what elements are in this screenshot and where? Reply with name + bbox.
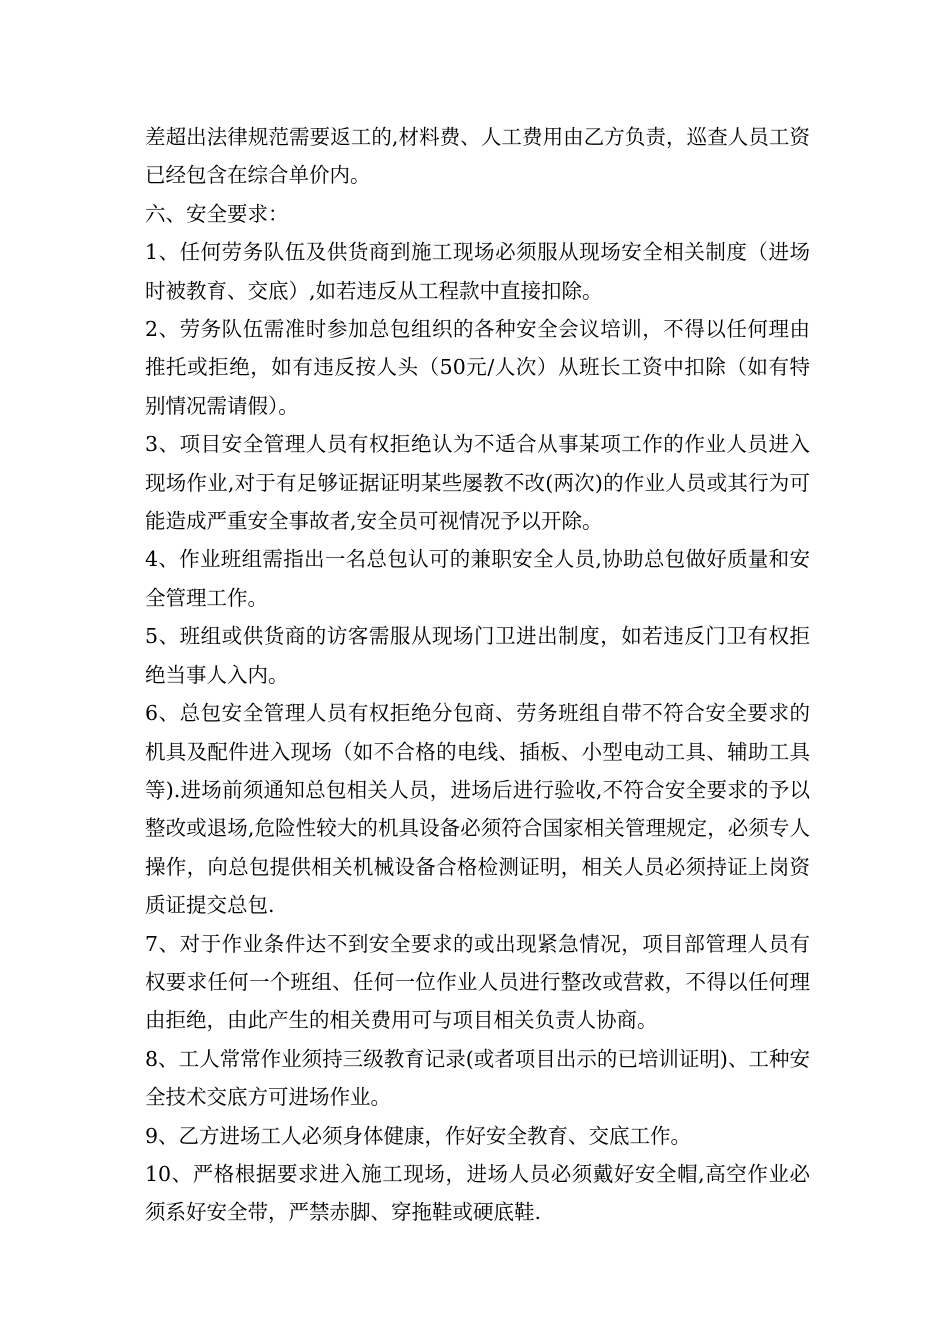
document-body (145, 118, 810, 1232)
safety-item-6: 6、总包安全管理人员有权拒绝分包商、劳务班组自带不符合安全要求的机具及配件进入现场（如不合格的电线、插板、小型电动工具、辅助工具等).进场前须通知总包相关人员，进场后进行验收,不符合安全要求的予以整改或退场,危险性较大的机具设备必须符合国家相关管理规定，必须专人操作，向总包提供相关机械设备合格检测证明，相关人员必须持证上岗资质证提交总包. (145, 701, 810, 918)
safety-item-9: 9、乙方进场工人必须身体健康，作好安全教育、交底工作。 (145, 1123, 692, 1148)
safety-item-10: 10、严格根据要求进入施工现场，进场人员必须戴好安全帽,高空作业必须系好安全带，严禁赤脚、穿拖鞋或硬底鞋. (145, 1161, 810, 1225)
safety-item-1: 1、任何劳务队伍及供货商到施工现场必须服从现场安全相关制度（进场时被教育、交底）,如若违反从工程款中直接扣除。 (145, 240, 810, 303)
safety-item-5: 5、班组或供货商的访客需服从现场门卫进出制度，如若违反门卫有权拒绝当事人入内。 (145, 624, 810, 687)
safety-item-7: 7、对于作业条件达不到安全要求的或出现紧急情况，项目部管理人员有权要求任何一个班组、任何一位作业人员进行整改或营救，不得以任何理由拒绝，由此产生的相关费用可与项目相关负责人协商。 (145, 931, 810, 1033)
paragraph-continuation: 差超出法律规范需要返工的,材料费、人工费用由乙方负责，巡查人员工资已经包含在综合单价内。 (145, 125, 810, 188)
safety-item-2: 2、劳务队伍需准时参加总包组织的各种安全会议培训，不得以任何理由推托或拒绝，如有违反按人头（50元/人次）从班长工资中扣除（如有特别情况需请假）。 (145, 317, 810, 418)
section-heading-safety-requirements: 六、安全要求： (145, 201, 289, 226)
safety-item-3: 3、项目安全管理人员有权拒绝认为不适合从事某项工作的作业人员进入现场作业,对于有足够证据证明某些屡教不改(两次)的作业人员或其行为可能造成严重安全事故者,安全员可视情况予以开除。 (145, 432, 810, 534)
safety-item-4: 4、作业班组需指出一名总包认可的兼职安全人员,协助总包做好质量和安全管理工作。 (145, 547, 810, 610)
safety-item-8: 8、工人常常作业须持三级教育记录(或者项目出示的已培训证明)、工种安全技术交底方可进场作业。 (145, 1046, 810, 1110)
